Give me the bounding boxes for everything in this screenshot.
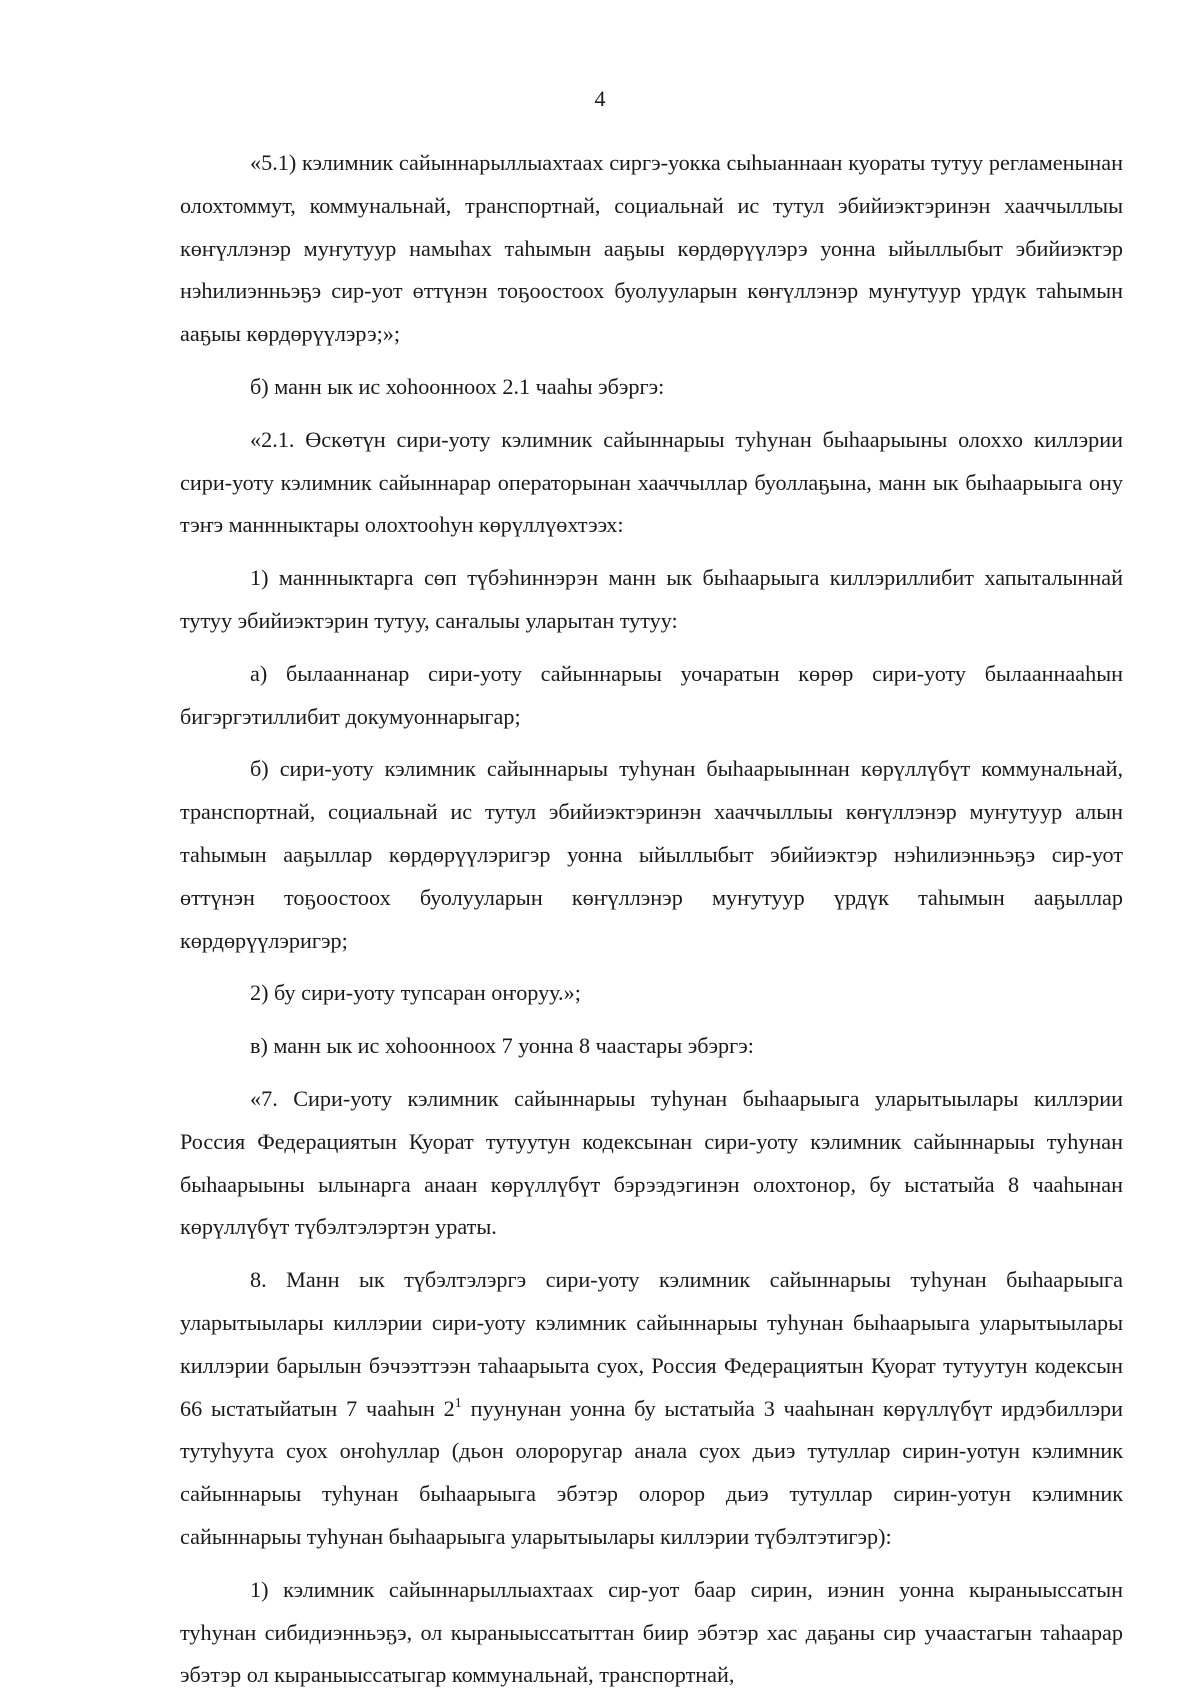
document-body [180,142,1123,1697]
paragraph-8-list-1: 1) кэлимник сайыннарыллыахтаах сир-уот баар сирин, иэнин уонна кыраныыссатын туһунан сибидиэнньэҕэ, ол кыраныыссатыттан биир эбэтэр хас даҕаны сир учаастагын таһаарар эбэтэр ол кыраныыссатыгар коммунальнай, транспортнай, [180,1576,1123,1688]
paragraph-item-b-intro: б) манн ык ис хоһоонноох 2.1 чааһы эбэргэ: [250,373,665,399]
page-number: 4 [594,86,606,111]
paragraph-list-1: 1) маннныктарга сөп түбэһиннэрэн манн ык быһаарыыга киллэриллибит хапыталыннай тутуу эбийиэктэрин тутуу, саҥалыы уларытан тутуу: [180,565,1123,633]
paragraph-2-1: «2.1. Өскөтүн сири-уоту кэлимник сайыннарыы туһунан быһаарыыны олоххо киллэрии сири-уоту кэлимник сайыннарар операторынан хааччыллар буоллаҕына, манн ык быһаарыыга ону тэҥэ маннныктары олохтооһун көрүллүөхтээх: [180,426,1123,538]
paragraph-5-1: «5.1) кэлимник сайыннарыллыахтаах сиргэ-уокка сыһыаннаан куораты тутуу регламенынан олохтоммут, коммунальнай, транспортнай, социальнай ис тутул эбийиэктэринэн хааччыллыы көҥүллэнэр муҥутуур намыһах таһымын ааҕыы көрдөрүүлэрэ уонна ыйыллыбыт эбийиэктэр нэһилиэнньэҕэ сир-уот өттүнэн тоҕоостоох буолууларын көҥүллэнэр муҥутуур үрдүк таһымын ааҕыы көрдөрүүлэрэ;»; [180,150,1123,347]
paragraph-list-2: 2) бу сири-уоту тупсаран оҥоруу.»; [250,980,581,1006]
paragraph-8-text-before: 8. Манн ык түбэлтэлэргэ сири-уоту кэлимник сайыннарыы туһунан быһаарыыга уларытыылары киллэрии сири-уоту кэлимник сайыннарыы туһунан быһаарыыга уларытыылары киллэрии барылын бэчээттээн таһаарыыта суох, Россия Федерациятын Куорат тутуутун кодексын 66 ыстатыйатын 7 чааһын 2 [180,1267,1123,1421]
paragraph-item-v-intro: в) манн ык ис хоһоонноох 7 уонна 8 чаастары эбэргэ: [250,1033,754,1059]
paragraph-list-a: а) былааннанар сири-уоту сайыннарыы уочаратын көрөр сири-уоту былааннааһын бигэргэтиллибит докумуоннарыгар; [180,660,1123,729]
paragraph-8-text-after: пуунунан уонна бу ыстатыйа 3 чааһынан көрүллүбүт ирдэбиллэри тутуһуута суох оҥоһуллар (дьон олороругар анала суох дьиэ тутуллар сирин-уотун кэлимник сайыннарыы туһунан быһаарыыга эбэтэр олорор дьиэ тутуллар сирин-уотун кэлимник сайыннарыы туһунан быһаарыыга уларытыылары киллэрии түбэлтэтигэр): [180,1395,1123,1549]
superscript-mark: 1 [454,1395,462,1411]
paragraph-list-b: б) сири-уоту кэлимник сайыннарыы туһунан быһаарыыннан көрүллүбүт коммунальнай, транспортнай, социальнай ис тутул эбийиэктэринэн хааччыллыы көҥүллэнэр муҥутуур алын таһымын ааҕыллар көрдөрүүлэригэр уонна ыйыллыбыт эбийиэктэр нэһилиэнньэҕэ сир-уот өттүнэн тоҕоостоох буолууларын көҥүллэнэр муҥутуур үрдүк таһымын ааҕыллар көрдөрүүлэригэр; [180,756,1123,953]
paragraph-8 [180,1259,1123,1559]
paragraph-7: «7. Сири-уоту кэлимник сайыннарыы туһунан быһаарыыга уларытыылары киллэрии Россия Федерациятын Куорат тутуутун кодексынан сири-уоту кэлимник сайыннарыы туһунан быһаарыыны ылынарга анаан көрүллүбүт бэрээдэгинэн олохтонор, бу ыстатыйа 8 чааһынан көрүллүбүт түбэлтэлэртэн ураты. [180,1085,1123,1240]
